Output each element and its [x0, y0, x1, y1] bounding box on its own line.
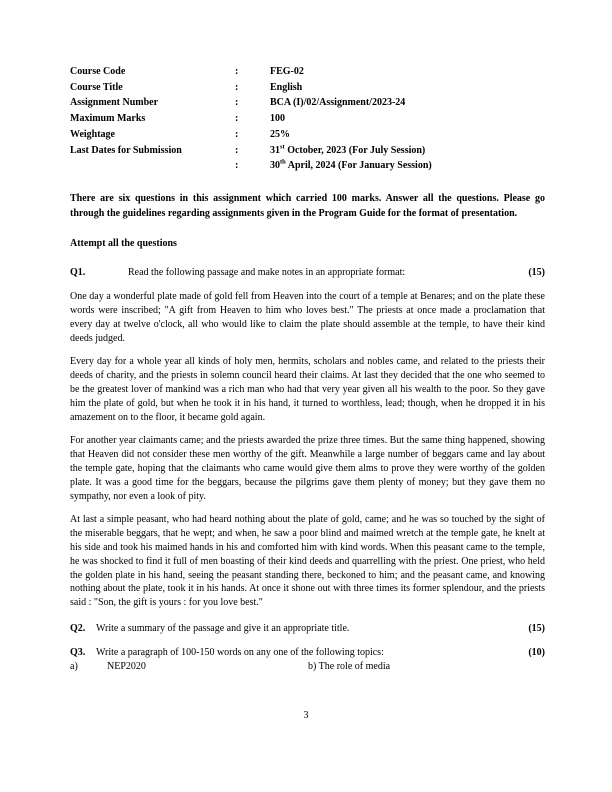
assignment-number-label: Assignment Number	[70, 97, 159, 109]
value-text: 100	[270, 113, 285, 125]
question-1-marks: (15)	[528, 266, 545, 278]
option-a-label: a)	[70, 661, 78, 673]
question-2-marks: (15)	[528, 623, 545, 635]
course-title-label: Course Title	[70, 81, 123, 93]
colon-separator: :	[235, 81, 239, 93]
assignment-number-value	[270, 95, 545, 111]
colon-separator: :	[235, 160, 239, 172]
question-1-number: Q1.	[70, 266, 86, 278]
maximum-marks-value	[270, 111, 545, 127]
passage-paragraph-2: Every day for a whole year all kinds of holy men, hermits, scholars and nobles came, and related to the priests their deeds of charity, and the priests in solemn council heard their claims. At last they decided that the one who seemed to be the greatest lover of mankind was a rich man who had that very year given all his wealth to the poor. So they gave him the plate of gold, but when he took it in his hand, it turned to worthless, lead; though, when he dropped it in his amazement on to the floor, it became gold again.	[70, 356, 545, 423]
course-title-value	[270, 80, 545, 96]
weightage-row	[70, 127, 545, 143]
colon-separator: :	[235, 113, 239, 125]
course-code-row	[70, 64, 545, 80]
value-text: 31	[270, 144, 280, 156]
submission-date-january-row	[70, 158, 545, 174]
value-text: English	[270, 81, 303, 93]
ordinal-superscript: th	[280, 158, 286, 166]
weightage-label: Weightage	[70, 128, 115, 140]
maximum-marks-row	[70, 111, 545, 127]
passage-paragraph-1: One day a wonderful plate made of gold fell from Heaven into the court of a temple at Benares; and on the plate these words were inscribed; "A gift from Heaven to him who loves best." The priests at once made a proclamation that every day at twelve o'clock, all who would like to claim the plate should assemble at the temple, to have their kind deeds judged.	[70, 291, 545, 344]
question-3-number: Q3.	[70, 646, 86, 658]
assignment-number-row	[70, 95, 545, 111]
option-a-text: NEP2020	[107, 661, 146, 673]
empty-label	[70, 158, 235, 174]
course-code-value	[270, 64, 545, 80]
value-rest: April, 2024 (For January Session)	[285, 160, 432, 172]
colon-separator: :	[235, 97, 239, 109]
course-info-block	[70, 64, 545, 174]
course-title-row	[70, 80, 545, 96]
passage-paragraph-3: For another year claimants came; and the priests awarded the prize three times. But the same thing happened, showing that Heaven did not consider these men worthy of the gift. Meanwhile a large number of beggars came and lay about the temple gate, hoping that the claimants who came would give them alms to prove they were worthy of the golden plate. It was a good time for the beggars, because the pilgrims gave them plenty of money; but they gave them no sympathy, nor even a look of pity.	[70, 435, 545, 502]
value-text: FEG-02	[270, 66, 304, 77]
value-text: 25%	[270, 128, 290, 140]
maximum-marks-label: Maximum Marks	[70, 113, 146, 125]
value-rest: October, 2023 (For July Session)	[284, 144, 426, 156]
question-2-number: Q2.	[70, 623, 86, 635]
question-3-options	[70, 660, 545, 675]
reading-passage	[70, 290, 545, 610]
value-text: BCA (I)/02/Assignment/2023-24	[270, 97, 406, 109]
weightage-value	[270, 127, 545, 143]
passage-paragraph-4: At last a simple peasant, who had heard nothing about the plate of gold, came; and he was so touched by the sight of the miserable beggars, that he wept; and when, he saw a poor blind and maimed wretch at the temple gate, he knelt at his side and took his maimed hands in his and comforted him with kind words. When this peasant came to the temple, he was shocked to find it full of men boasting of their kind deeds and quarrelling with the priest. One priest, who held the golden plate in his hand, seeing the peasant standing there, beckoned to him; and the peasant came, and knowing nothing about the plate, took it in his hands. At once it shone out with three times its former splendour, and the priests said : "Son, the gift is yours : for you love best."	[70, 514, 545, 609]
colon-separator: :	[235, 128, 239, 140]
assignment-instructions: There are six questions in this assignment which carried 100 marks. Answer all the questions. Please go through the guidelines regarding assignments given in the Program Guide for the format of presentation.	[70, 192, 545, 219]
july-session-date	[270, 143, 545, 159]
submission-date-july-row	[70, 143, 545, 159]
attempt-heading: Attempt all the questions	[70, 238, 177, 250]
question-2-text: Write a summary of the passage and give it an appropriate title.	[96, 623, 350, 635]
last-dates-label: Last Dates for Submission	[70, 144, 182, 156]
page-number: 3	[303, 710, 309, 721]
value-text: 30	[270, 160, 280, 172]
question-3-text: Write a paragraph of 100-150 words on any one of the following topics:	[96, 646, 384, 658]
colon-separator: :	[235, 144, 239, 156]
colon-separator: :	[235, 66, 239, 77]
question-1-row	[70, 266, 545, 281]
question-1-text: Read the following passage and make notes in an appropriate format:	[128, 266, 406, 278]
option-b-label: b)	[308, 661, 317, 673]
option-b	[308, 660, 545, 675]
january-session-date	[270, 158, 545, 174]
question-3-row	[70, 646, 545, 661]
option-b-text: The role of media	[318, 661, 391, 673]
course-code-label: Course Code	[70, 66, 126, 77]
question-2-row	[70, 622, 545, 637]
ordinal-superscript: st	[280, 143, 285, 151]
question-3-marks: (10)	[528, 646, 545, 658]
